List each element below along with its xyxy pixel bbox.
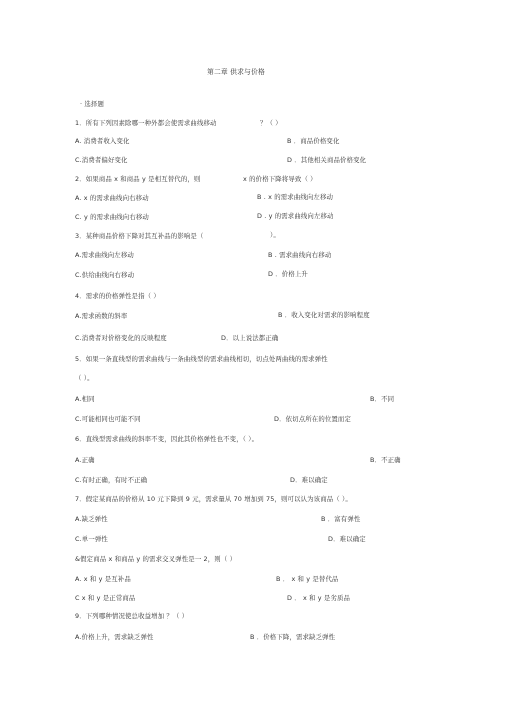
question-4-option-c: C.消费者对价格变化的反映程度 [75,334,167,342]
question-2-option-b: B . x 的需求曲线向左移动 [257,193,334,201]
question-9-option-a: A.价格上升，需求缺乏弹性 [75,633,154,641]
question-5-option-c: C.可能相同也可能不同 [75,415,141,423]
question-2-option-c: C. y 的需求曲线向右移动 [75,213,149,221]
question-2-option-a: A. x 的需求曲线向右移动 [75,194,149,202]
question-3-stem: 3．某种商品价格下降对其互补品的影响是（ [75,232,204,240]
question-1-blank: ？（ ） [260,119,282,127]
question-5-stem: 5．如果一条直线型的需求曲线与一条曲线型的需求曲线相切，切点处两曲线的需求弹性 [75,355,328,363]
question-1-option-d: D ．其他相关商品价格变化 [287,156,367,164]
question-3-option-d: D ．价格上升 [268,270,308,278]
question-2-option-d: D . y 的需求曲线向左移动 [257,212,334,220]
question-3-option-c: C.供给曲线向右移动 [75,271,135,279]
question-4-option-a: A.需求函数的斜率 [75,312,128,320]
question-4-stem: 4．需求的价格弹性是指（ ） [75,292,160,300]
question-9-option-b: B ．价格下降，需求缺乏弹性 [250,633,336,641]
question-6-option-a: A.正确 [75,456,95,464]
question-8-stem: &假定商品 x 和商品 y 的需求交叉弹性是一 2，则（ ） [75,555,237,563]
section-heading: · 选择题 [80,100,104,108]
question-7-stem: 7．假定某商品的价格从 10 元下降到 9 元，需求量从 70 增加到 75，则可以认为该商品（ ）。 [75,495,352,503]
question-3-option-b: B . 需求曲线向右移动 [268,251,332,259]
question-7-option-d: D．难以确定 [328,535,366,543]
question-8-option-d: D ． x 和 y 是劣质品 [287,594,351,602]
question-6-option-d: D．难以确定 [290,476,328,484]
question-5-option-a: A.相同 [75,395,95,403]
question-2-stem-continued: x 的价格下降将导致（ ） [243,175,317,183]
question-1-option-a: A. 消费者收入变化 [75,137,130,145]
question-8-option-b: B ． x 和 y 是替代品 [276,575,339,583]
question-1-option-c: C.消费者偏好变化 [75,156,128,164]
question-5-option-b: B．不同 [370,395,395,403]
question-4-option-b: B ．收入变化对需求的影响程度 [278,311,370,319]
question-4-option-d: D．以上说法都正确 [221,334,279,342]
question-7-option-a: A.缺乏弹性 [75,515,108,523]
question-2-stem: 2．如果商品 x 和商品 y 是相互替代的，则 [75,175,201,183]
question-5-blank: （ ）。 [75,374,94,382]
chapter-title: 第二章 供求与价格 [207,68,265,76]
question-8-option-c: C x 和 y 是正常商品 [75,594,136,602]
question-8-option-a: A. x 和 y 是互补品 [75,575,131,583]
question-1-option-b: B ．商品价格变化 [287,137,340,145]
question-6-option-b: B．不正确 [370,456,401,464]
question-1-stem: 1．所有下列因素除哪一种外都会使需求曲线移动 [75,119,217,127]
question-7-option-c: C.单一弹性 [75,535,108,543]
question-9-stem: 9．下列哪种情况使总收益增加 ？（ ） [75,612,189,620]
question-7-option-b: B ．富有弹性 [321,515,361,523]
question-6-stem: 6．直线型需求曲线的斜率不变，因此其价格弹性也不变，（ ）。 [75,435,259,443]
question-3-option-a: A.需求曲线向左移动 [75,251,134,259]
question-3-blank: ）。 [270,231,280,239]
question-6-option-c: C.有时正确，有时不正确 [75,476,148,484]
question-5-option-d: D．依切点所在的位置而定 [274,415,352,423]
